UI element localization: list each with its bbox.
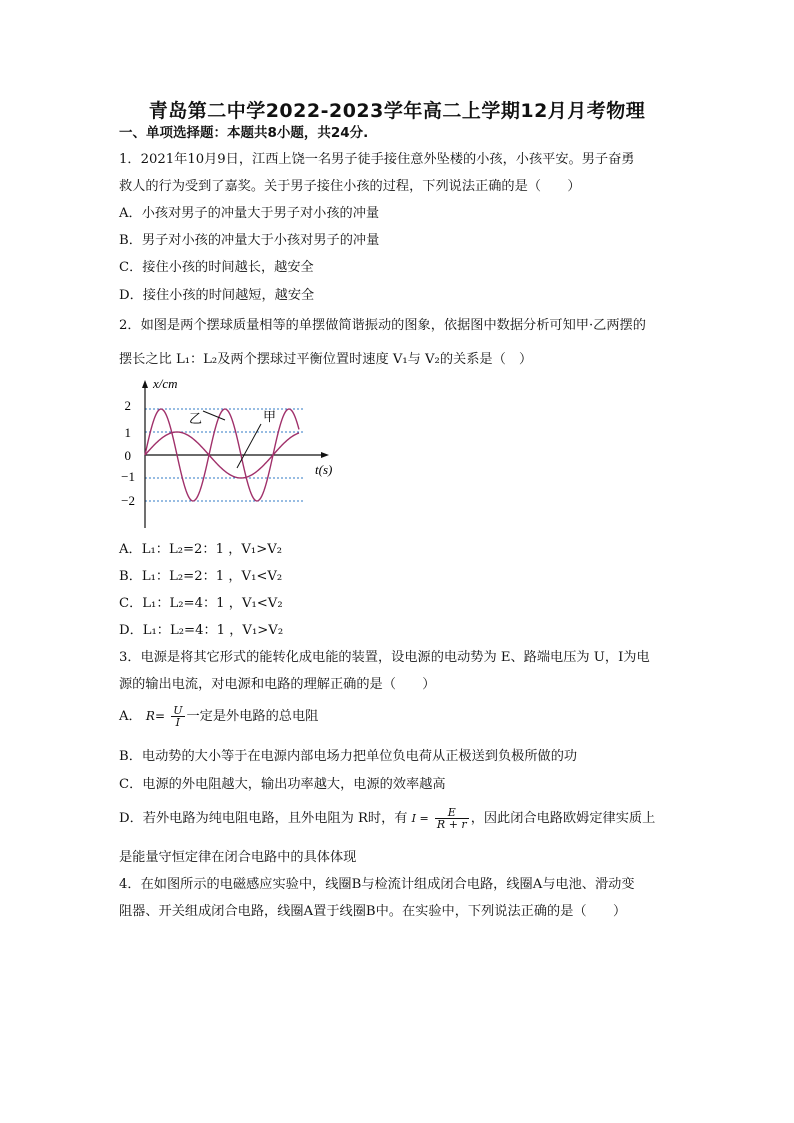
y-tick-neg2: −2 xyxy=(121,493,135,508)
q1-option-c: C．接住小孩的时间越长，越安全 xyxy=(119,260,314,275)
q3-option-d-prefix: D．若外电路为纯电阻电路，且外电阻为 R时，有 xyxy=(119,811,408,826)
q3-option-d xyxy=(119,807,655,830)
y-tick-2: 2 xyxy=(124,398,131,413)
q1-option-b: B．男子对小孩的冲量大于小孩对男子的冲量 xyxy=(119,233,380,248)
q3-stem-line1: 3．电源是将其它形式的能转化成电能的装置，设电源的电动势为 E、路端电压为 U，I为电 xyxy=(119,650,650,665)
q3-option-d-fraction xyxy=(435,807,469,830)
label-jia-pointer xyxy=(237,424,261,468)
y-tick-0: 0 xyxy=(124,448,131,463)
q3-stem-line2: 源的输出电流，对电源和电路的理解正确的是（ ） xyxy=(119,677,436,692)
curve-label-yi: 乙 xyxy=(189,412,203,427)
oscillation-graph xyxy=(117,376,349,534)
fraction-numerator: U xyxy=(173,704,183,717)
y-axis-label: x/cm xyxy=(153,376,178,391)
y-tick-1: 1 xyxy=(124,425,131,440)
q2-option-d: D．L₁：L₂=4：1 ，V₁>V₂ xyxy=(119,623,284,638)
fraction-numerator: E xyxy=(435,807,469,819)
page-title: 青岛第二中学2022-2023学年高二上学期12月月考物理 xyxy=(148,100,646,122)
x-axis-arrow-icon xyxy=(321,452,329,458)
q4-stem-line1: 4．在如图所示的电磁感应实验中，线圈B与检流计组成闭合电路，线圈A与电池、滑动变 xyxy=(119,877,635,892)
y-tick-neg1: −1 xyxy=(121,469,135,484)
q2-option-a: A．L₁：L₂=2：1 ，V₁>V₂ xyxy=(119,542,283,557)
q3-option-a-suffix: 一定是外电路的总电阻 xyxy=(186,709,319,724)
q3-option-d-lhs: I = xyxy=(411,812,429,825)
q3-option-b: B．电动势的大小等于在电源内部电场力把单位负电荷从正极送到负极所做的功 xyxy=(119,749,578,764)
q3-option-d-line2: 是能量守恒定律在闭合电路中的具体体现 xyxy=(119,850,357,865)
y-axis-arrow-icon xyxy=(142,380,148,388)
q3-option-a xyxy=(119,705,318,728)
q2-stem-line1: 2．如图是两个摆球质量相等的单摆做简谐振动的图象，依据图中数据分析可知甲·乙两摆的 xyxy=(119,318,646,333)
q4-stem-line2: 阻器、开关组成闭合电路，线圈A置于线圈B中。在实验中，下列说法正确的是（ ） xyxy=(119,904,627,919)
q3-option-d-suffix: ，因此闭合电路欧姆定律实质上 xyxy=(470,811,656,826)
x-axis-label: t(s) xyxy=(315,462,333,477)
q2-option-c: C．L₁：L₂=4：1 ，V₁<V₂ xyxy=(119,596,283,611)
q1-option-d: D．接住小孩的时间越短，越安全 xyxy=(119,288,315,303)
fraction-denominator: R + r xyxy=(436,818,467,831)
fraction-denominator: I xyxy=(175,716,181,729)
q1-option-a: A．小孩对男子的冲量大于男子对小孩的冲量 xyxy=(119,206,380,221)
q2-option-b: B．L₁：L₂=2：1 ，V₁<V₂ xyxy=(119,569,283,584)
section-heading: 一、单项选择题：本题共8小题，共24分. xyxy=(119,125,369,141)
q1-stem-line2: 救人的行为受到了嘉奖。关于男子接住小孩的过程，下列说法正确的是（ ） xyxy=(119,179,581,194)
curve-label-jia: 甲 xyxy=(263,410,277,425)
q1-stem-line1: 1．2021年10月9日，江西上饶一名男子徒手接住意外坠楼的小孩，小孩平安。男子奋勇 xyxy=(119,152,635,167)
q3-option-a-fraction xyxy=(171,705,184,728)
q3-option-a-prefix: A． xyxy=(119,709,142,724)
q3-option-a-lhs: R= xyxy=(145,709,166,723)
q2-stem-line2: 摆长之比 L₁：L₂及两个摆球过平衡位置时速度 V₁与 V₂的关系是（ ） xyxy=(119,352,533,367)
q3-option-c: C．电源的外电阻越大，输出功率越大，电源的效率越高 xyxy=(119,777,446,792)
